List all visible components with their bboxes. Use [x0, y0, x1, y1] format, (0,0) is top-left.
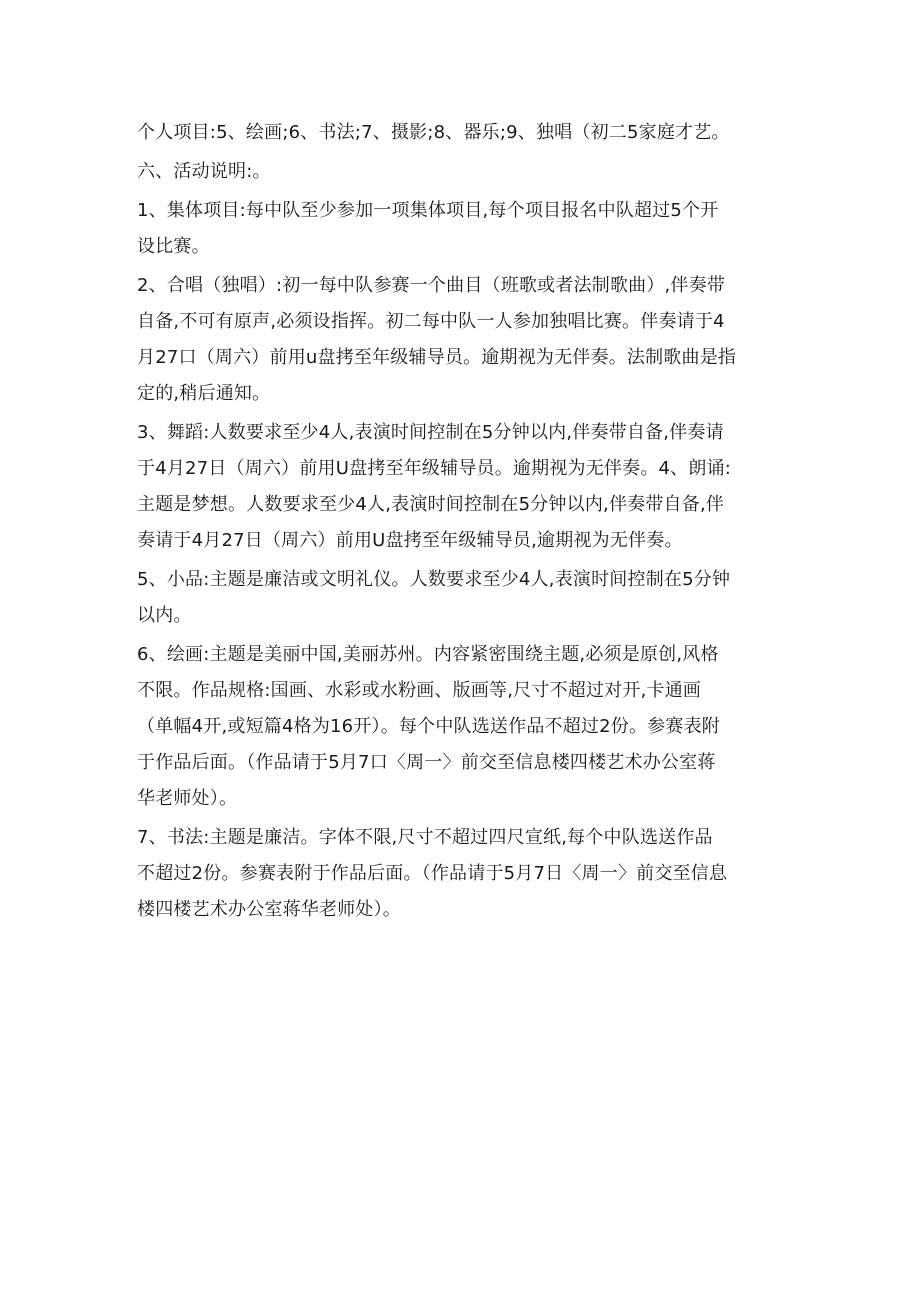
text-line: 自备,不可有原声,必须设指挥。初二每中队一人参加独唱比赛。伴奏请于4	[137, 311, 725, 332]
paragraph-chorus	[137, 268, 787, 412]
text-line: 7、书法:主题是廉洁。字体不限,尺寸不超过四尺宣纸,每个中队选送作品	[137, 827, 713, 848]
text-line: 3、舞蹈:人数要求至少4人,表演时间控制在5分钟以内,伴奏带自备,伴奏请	[137, 422, 724, 443]
text-line: （单幅4开,或短篇4格为16开）。每个中队选送作品不超过2份。参赛表附	[137, 716, 720, 737]
text-line: 华老师处）。	[137, 788, 238, 809]
text-line: 于作品后面。（作品请于5月7口〈周一〉前交至信息楼四楼艺术办公室蒋	[137, 752, 716, 773]
document-body	[137, 115, 787, 931]
text-line: 奏请于4月27日（周六）前用U盘拷至年级辅导员,逾期视为无伴奏。	[137, 530, 683, 551]
text-line: 2、合唱（独唱）:初一每中队参赛一个曲目（班歌或者法制歌曲）,伴奏带	[137, 275, 726, 296]
paragraph-individual-items	[137, 115, 787, 151]
text-line: 个人项目:5、绘画;6、书法;7、摄影;8、器乐;9、独唱（初二5家庭才艺。	[137, 122, 730, 143]
paragraph-skit	[137, 562, 787, 634]
section-heading-activity-notes	[137, 154, 787, 190]
text-line: 定的,稍后通知。	[137, 383, 271, 404]
section-heading: 六、活动说明:。	[137, 161, 271, 182]
text-line: 主题是梦想。人数要求至少4人,表演时间控制在5分钟以内,伴奏带自备,伴	[137, 494, 725, 515]
text-line: 不超过2份。参赛表附于作品后面。（作品请于5月7日〈周一〉前交至信息	[137, 863, 728, 884]
paragraph-calligraphy	[137, 820, 787, 928]
paragraph-dance-recitation	[137, 415, 787, 559]
text-line: 6、绘画:主题是美丽中国,美丽苏州。内容紧密围绕主题,必须是原创,风格	[137, 644, 719, 665]
text-line: 于4月27日（周六）前用U盘拷至年级辅导员。逾期视为无伴奏。4、朗诵:	[137, 458, 732, 479]
text-line: 月27口（周六）前用u盘拷至年级辅导员。逾期视为无伴奏。法制歌曲是指	[137, 347, 737, 368]
text-line: 1、集体项目:每中队至少参加一项集体项目,每个项目报名中队超过5个开	[137, 200, 719, 221]
text-line: 5、小品:主题是廉洁或文明礼仪。人数要求至少4人,表演时间控制在5分钟	[137, 569, 731, 590]
text-line: 设比赛。	[137, 236, 210, 257]
text-line: 不限。作品规格:国画、水彩或水粉画、版画等,尺寸不超过对开,卡通画	[137, 680, 702, 701]
text-line: 楼四楼艺术办公室蒋华老师处）。	[137, 899, 401, 920]
text-line: 以内。	[137, 605, 192, 626]
paragraph-group-items	[137, 193, 787, 265]
paragraph-painting	[137, 637, 787, 817]
